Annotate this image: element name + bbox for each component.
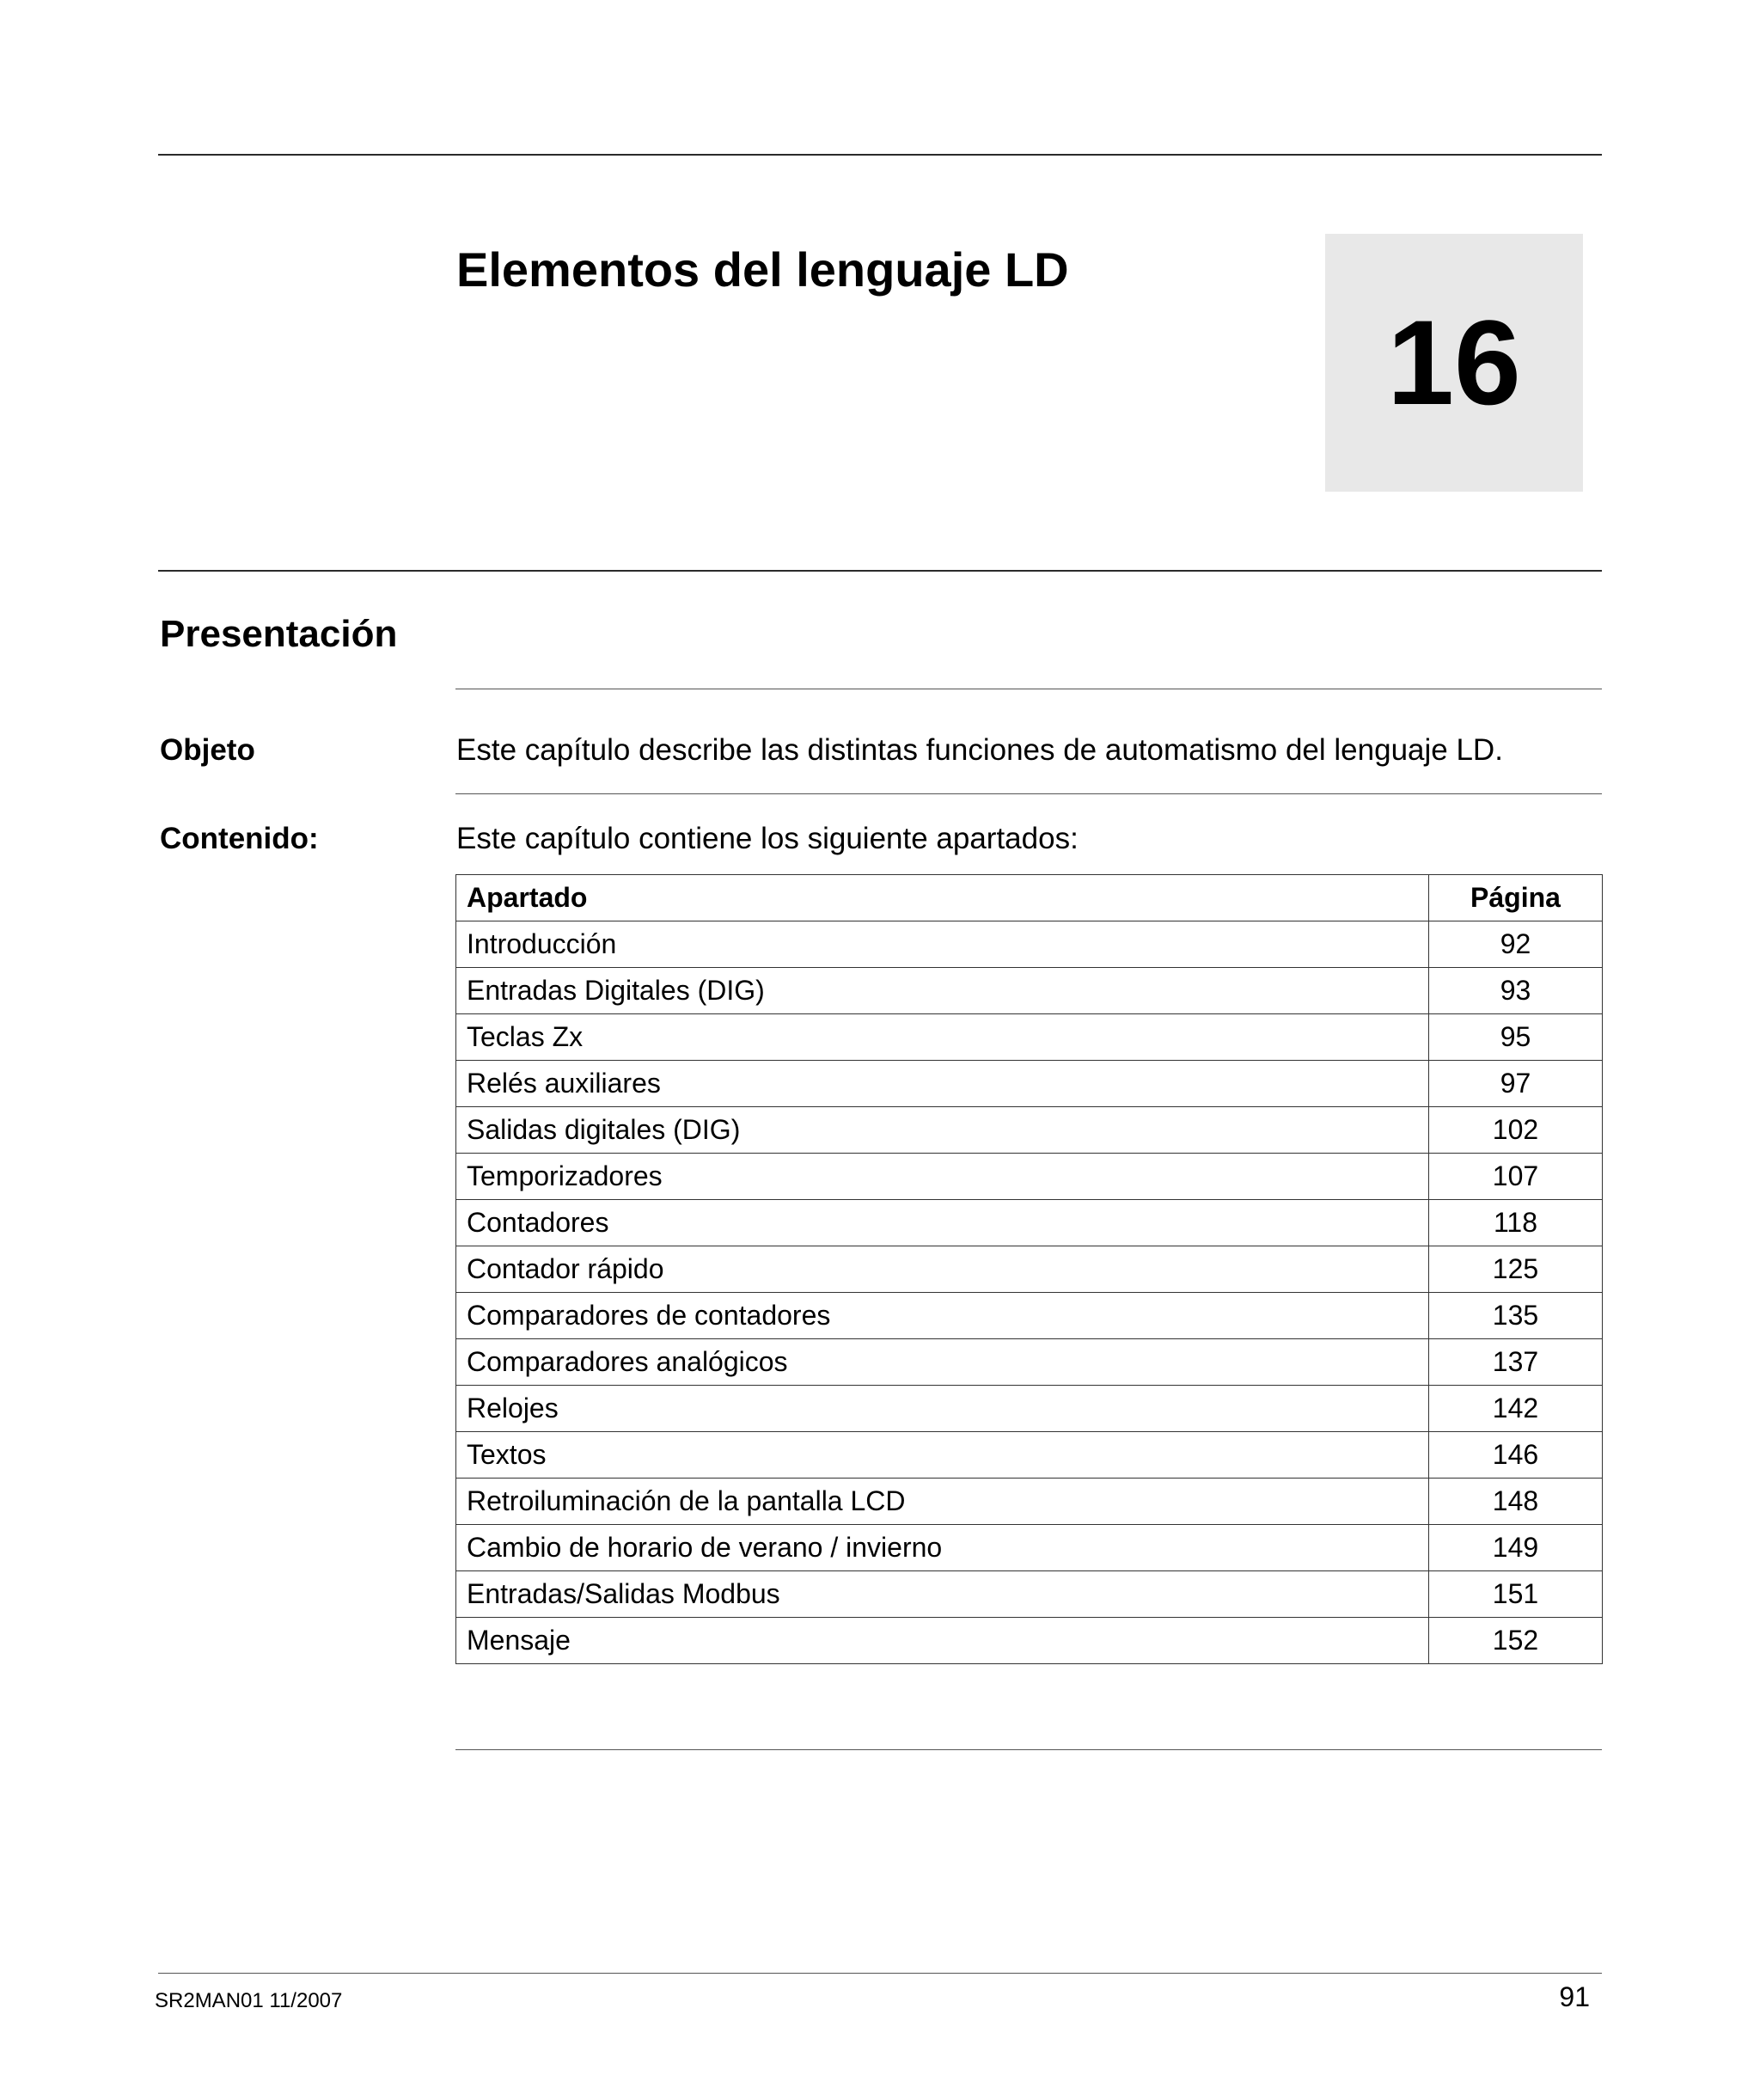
table-row <box>456 1571 1603 1618</box>
row-section: Entradas/Salidas Modbus <box>456 1571 1429 1618</box>
table-row <box>456 1200 1603 1246</box>
section-heading: Presentación <box>160 613 398 655</box>
footer-doc-ref: SR2MAN01 11/2007 <box>155 1989 343 2012</box>
row-page: 149 <box>1429 1525 1603 1571</box>
contenido-text: Este capítulo contiene los siguiente apartados: <box>456 822 1079 855</box>
table-row <box>456 1293 1603 1339</box>
row-page: 95 <box>1429 1014 1603 1061</box>
table-row <box>456 1525 1603 1571</box>
chapter-title: Elementos del lenguaje LD <box>456 242 1069 297</box>
row-page: 142 <box>1429 1386 1603 1432</box>
row-section: Textos <box>456 1432 1429 1479</box>
row-page: 148 <box>1429 1479 1603 1525</box>
table-row <box>456 921 1603 968</box>
row-section: Mensaje <box>456 1618 1429 1664</box>
table-header-row <box>456 875 1603 921</box>
row-section: Salidas digitales (DIG) <box>456 1107 1429 1154</box>
header-section: Apartado <box>456 875 1429 921</box>
row-page: 146 <box>1429 1432 1603 1479</box>
contenido-label: Contenido: <box>160 822 319 855</box>
table-row <box>456 1061 1603 1107</box>
row-page: 152 <box>1429 1618 1603 1664</box>
table-row <box>456 1618 1603 1664</box>
row-section: Entradas Digitales (DIG) <box>456 968 1429 1014</box>
row-page: 135 <box>1429 1293 1603 1339</box>
row-page: 125 <box>1429 1246 1603 1293</box>
row-section: Teclas Zx <box>456 1014 1429 1061</box>
chapter-number: 16 <box>1387 295 1521 430</box>
footer-page-number: 91 <box>1559 1981 1590 2012</box>
table-row <box>456 1107 1603 1154</box>
row-page: 93 <box>1429 968 1603 1014</box>
table-row <box>456 1339 1603 1386</box>
row-page: 151 <box>1429 1571 1603 1618</box>
row-section: Temporizadores <box>456 1154 1429 1200</box>
row-section: Retroiluminación de la pantalla LCD <box>456 1479 1429 1525</box>
row-page: 102 <box>1429 1107 1603 1154</box>
table-row <box>456 1479 1603 1525</box>
objeto-text: Este capítulo describe las distintas funciones de automatismo del lenguaje LD. <box>456 733 1503 767</box>
row-section: Cambio de horario de verano / invierno <box>456 1525 1429 1571</box>
chapter-number-box <box>1325 234 1583 492</box>
row-page: 118 <box>1429 1200 1603 1246</box>
row-section: Contadores <box>456 1200 1429 1246</box>
row-page: 107 <box>1429 1154 1603 1200</box>
table-row <box>456 1386 1603 1432</box>
table-end-divider <box>455 1749 1602 1750</box>
row-section: Introducción <box>456 921 1429 968</box>
row-section: Relés auxiliares <box>456 1061 1429 1107</box>
row-section: Contador rápido <box>456 1246 1429 1293</box>
table-row <box>456 1154 1603 1200</box>
row-page: 97 <box>1429 1061 1603 1107</box>
contents-table <box>455 874 1603 1664</box>
footer-divider <box>158 1973 1602 1974</box>
objeto-label: Objeto <box>160 733 255 767</box>
header-page: Página <box>1429 875 1603 921</box>
contenido-divider <box>455 793 1602 794</box>
section-divider <box>158 570 1602 572</box>
top-divider <box>158 154 1602 156</box>
table-row <box>456 968 1603 1014</box>
row-section: Comparadores de contadores <box>456 1293 1429 1339</box>
row-page: 92 <box>1429 921 1603 968</box>
table-row <box>456 1432 1603 1479</box>
table-row <box>456 1014 1603 1061</box>
row-section: Comparadores analógicos <box>456 1339 1429 1386</box>
table-row <box>456 1246 1603 1293</box>
row-section: Relojes <box>456 1386 1429 1432</box>
row-page: 137 <box>1429 1339 1603 1386</box>
